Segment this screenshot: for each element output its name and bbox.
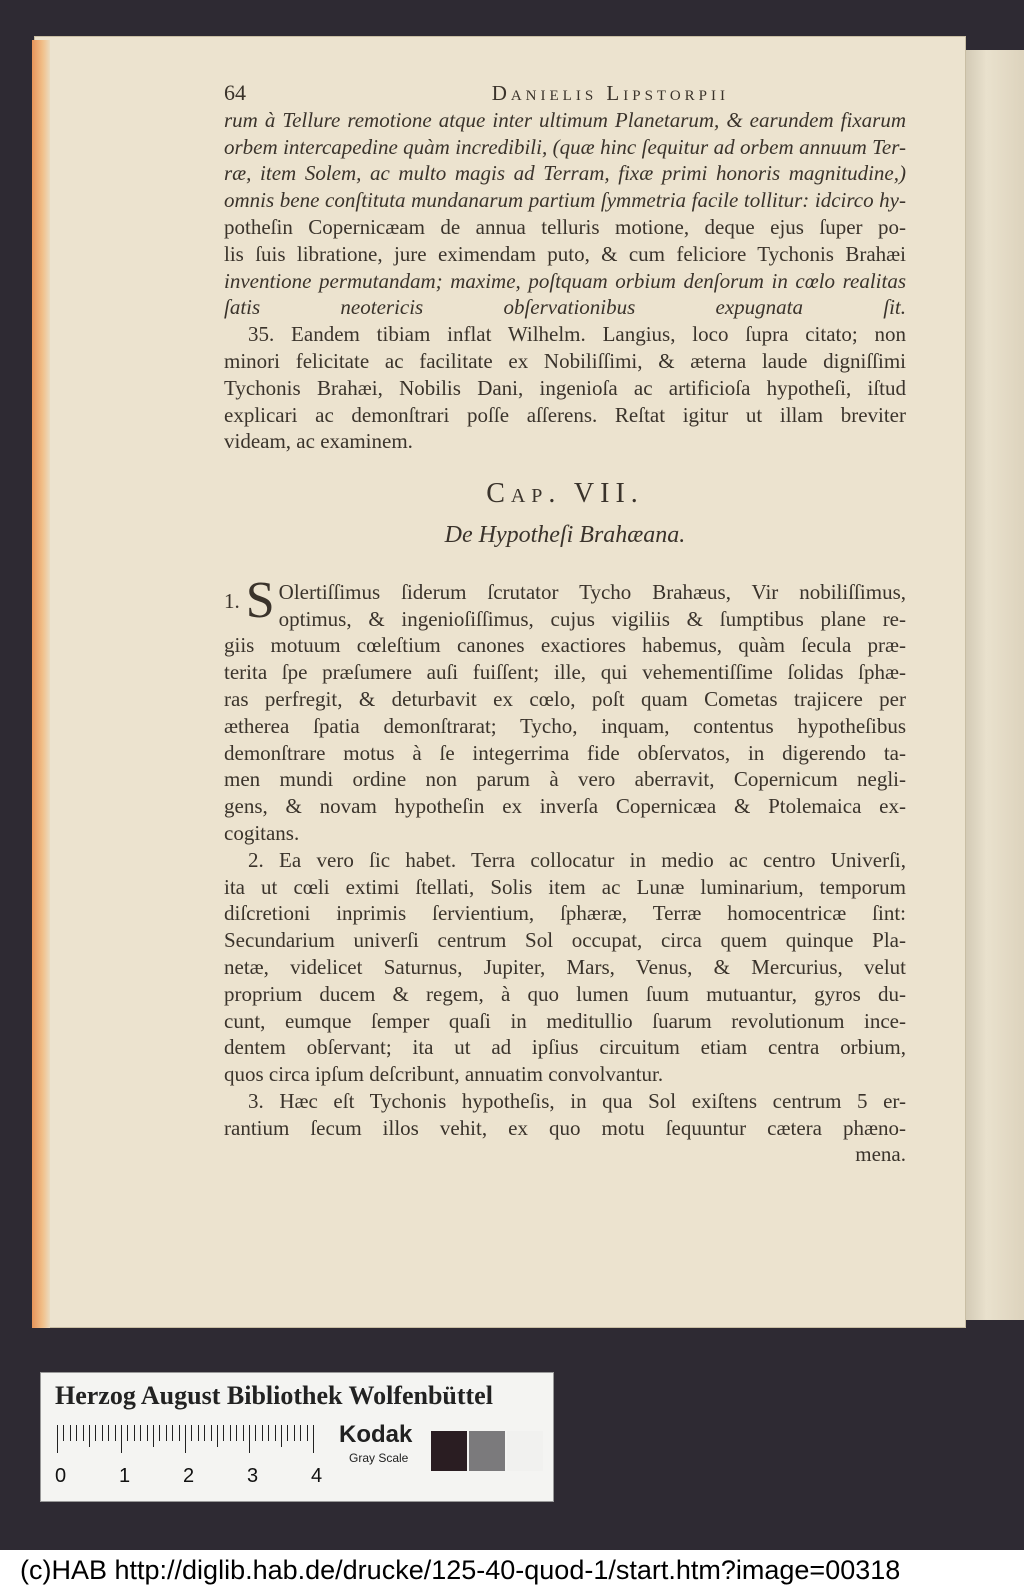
ruler-label: 3 — [247, 1465, 259, 1487]
ruler-tick — [230, 1425, 231, 1441]
ruler-tick — [108, 1425, 109, 1441]
text-line: lis ſuis libratione, jure eximendam puto, & cum feliciore Tychonis Brahæi — [224, 241, 906, 266]
ruler-tick — [95, 1425, 96, 1441]
ruler-tick — [294, 1425, 295, 1441]
ruler-tick — [313, 1425, 314, 1453]
gray-scale-label: Gray Scale — [349, 1451, 409, 1465]
chapter-title: Cap. VII. — [486, 478, 644, 510]
text-line: terita ſpe præſumere auſi fuiſſent; ille, qui vehementiſſime ſolidas ſphæ- — [224, 660, 906, 685]
text-line: orbem intercapedine quàm incredibili, (quæ hinc ſequitur ad orbem annuum Ter- — [224, 134, 906, 159]
text-line: ras perfregit, & deturbavit ex cœlo, poſt quam Cometas trajicere per — [224, 686, 906, 711]
text-line: giis motuum cœleſtium canones exactiores habemus, quàm ſecula præ- — [224, 633, 906, 658]
gray-swatch — [507, 1431, 543, 1471]
gray-swatch — [431, 1431, 467, 1471]
ruler-tick — [70, 1425, 71, 1441]
footer-url: (c)HAB http://diglib.hab.de/drucke/125-40-quod-1/start.htm?image=00318 — [0, 1550, 1024, 1591]
ruler-tick — [166, 1425, 167, 1441]
ruler-tick — [236, 1425, 237, 1441]
text-line: videam, ac examinem. — [224, 429, 413, 454]
text-line: 35. Eandem tibiam inflat Wilhelm. Langius, loco ſupra citato; non — [248, 322, 906, 347]
kodak-brand: Kodak — [339, 1421, 413, 1448]
ruler-tick — [127, 1425, 128, 1441]
text-line: diſcretioni inprimis ſervientium, ſphæræ, Terræ homocentricæ ſint: — [224, 901, 906, 926]
text-line: optimus, & ingenioſiſſimus, cujus vigiliis & ſumptibus plane re- — [278, 606, 906, 631]
text-line: cogitans. — [224, 820, 300, 845]
ruler-label: 1 — [119, 1465, 131, 1487]
text-line: rantium ſecum illos vehit, ex quo motu ſequuntur cætera phæno- — [224, 1115, 906, 1140]
paragraph-1-lines — [224, 571, 906, 847]
text-line: demonſtrare motus à ſe integerrima fide obſervatos, in digerendo ta- — [224, 740, 906, 765]
drop-cap: S — [245, 571, 275, 629]
ruler-tick — [89, 1425, 90, 1447]
ruler-tick — [249, 1425, 250, 1453]
ruler-tick — [76, 1425, 77, 1441]
library-name: Herzog August Bibliothek Wolfenbüttel — [55, 1381, 493, 1410]
text-line: ita ut cœli extimi ſtellati, Solis item ac Lunæ luminarium, temporum — [224, 874, 906, 899]
facing-page-edge — [962, 50, 1024, 1320]
ruler-tick — [63, 1425, 64, 1441]
ruler-tick — [287, 1425, 288, 1441]
paragraph-3 — [224, 1088, 906, 1142]
text-line: inventione permutandam; maxime, poſtquam orbium denſorum in cœlo realitas — [224, 268, 906, 293]
ruler-tick — [211, 1425, 212, 1441]
text-line: rum à Tellure remotione atque inter ultimum Planetarum, & earundem fixarum — [224, 107, 906, 132]
ruler-scale — [57, 1425, 317, 1453]
ruler-tick — [153, 1425, 154, 1447]
ruler-tick — [134, 1425, 135, 1441]
gray-swatch — [469, 1431, 505, 1471]
ruler-tick — [243, 1425, 244, 1441]
text-line: potheſin Copernicæam de annua telluris motione, deque ejus ſuper po- — [224, 214, 906, 239]
text-line: æthereа ſpatia demonſtrarat; Tycho, inquam, contentus hypotheſibus — [224, 713, 906, 738]
text-line: gens, & novam hypotheſin ex inverſa Copernicæa & Ptolemaica ex- — [224, 794, 906, 819]
chapter-subtitle: De Hypotheſi Brahæana. — [444, 521, 686, 548]
ruler-tick — [172, 1425, 173, 1441]
ruler-tick — [83, 1425, 84, 1441]
page-number: 64 — [224, 80, 246, 105]
text-line: Olertiſſimus ſiderum ſcrutator Tycho Brahæus, Vir nobiliſſimus, — [278, 579, 906, 604]
ruler-tick — [204, 1425, 205, 1441]
text-line: Secundarium univerſi centrum Sol occupat, circa quem quinque Pla- — [224, 928, 906, 953]
text-line: cunt, eumque ſemper quaſi in meditullio ſuarum revolutionum ince- — [224, 1008, 906, 1033]
ruler-tick — [115, 1425, 116, 1441]
running-head — [224, 80, 729, 107]
running-title: Danielis Lipstorpii — [491, 81, 729, 105]
ruler-label: 2 — [183, 1465, 195, 1487]
ruler-tick — [300, 1425, 301, 1441]
text-line: ræ, item Solem, ac multo magis ad Terram, fixæ primi honoris magnitudine,) — [224, 161, 906, 186]
ruler-label: 4 — [311, 1465, 323, 1487]
ruler-tick — [255, 1425, 256, 1441]
ruler-tick — [159, 1425, 160, 1441]
ruler-tick — [262, 1425, 263, 1441]
ruler-label: 0 — [55, 1465, 67, 1487]
text-line: omnis bene conſtituta mundanarum partium ſymmetria facile tollitur: idcirco hy- — [224, 188, 906, 213]
text-line: dentem obſervant; ita ut ad ipſius circuitum etiam centra orbium, — [224, 1035, 906, 1060]
ruler-tick — [198, 1425, 199, 1441]
text-line: men mundi ordine non parum à vero aberravit, Copernicum negli- — [224, 767, 906, 792]
text-line: proprium ducem & regem, à quo lumen ſuum mutuantur, gyros du- — [224, 981, 906, 1006]
text-line: explicari ac demonſtrari poſſe aſſerens. Reſtat igitur ut illam breviter — [224, 402, 906, 427]
ruler-tick — [223, 1425, 224, 1441]
ruler-tick — [217, 1425, 218, 1447]
ruler-tick — [57, 1425, 58, 1453]
ruler-tick — [268, 1425, 269, 1441]
text-line: 3. Hæc eſt Tychonis hypotheſis, in qua Sol exiſtens centrum 5 er- — [248, 1088, 906, 1113]
ruler-tick — [147, 1425, 148, 1441]
ruler-tick — [179, 1425, 180, 1441]
ruler-tick — [185, 1425, 186, 1453]
ruler-tick — [102, 1425, 103, 1441]
catchword: mena. — [855, 1142, 906, 1167]
ruler-tick — [281, 1425, 282, 1447]
paragraph-2 — [224, 847, 906, 1088]
text-line: Tychonis Brahæi, Nobilis Dani, ingenioſa ac artificioſa hypotheſi, iſtud — [224, 375, 906, 400]
text-line: ſatis neotericis obſervationibus expugnata ſit. — [224, 295, 906, 320]
ruler-tick — [121, 1425, 122, 1453]
paragraph-1 — [224, 571, 906, 847]
color-calibration-bar — [40, 1372, 554, 1502]
ruler-tick — [140, 1425, 141, 1441]
text-line: minori felicitate ac facilitate ex Nobiliſſimi, & æterna laude digniſſimi — [224, 348, 906, 373]
paragraph-number: 1. — [224, 588, 240, 613]
page-edge-left — [32, 40, 50, 1328]
ruler-tick — [275, 1425, 276, 1441]
paragraph-35 — [224, 321, 906, 455]
page-text — [224, 80, 906, 1168]
ruler-tick — [191, 1425, 192, 1441]
text-line: quos circa ipſum deſcribunt, annuatim convolvantur. — [224, 1062, 664, 1087]
ruler-tick — [307, 1425, 308, 1441]
text-line: netæ, videlicet Saturnus, Jupiter, Mars, Venus, & Mercurius, velut — [224, 954, 906, 979]
top-paragraph — [224, 107, 906, 321]
text-line: 2. Ea vero ſic habet. Terra collocatur in medio ac centro Univerſi, — [248, 847, 906, 872]
